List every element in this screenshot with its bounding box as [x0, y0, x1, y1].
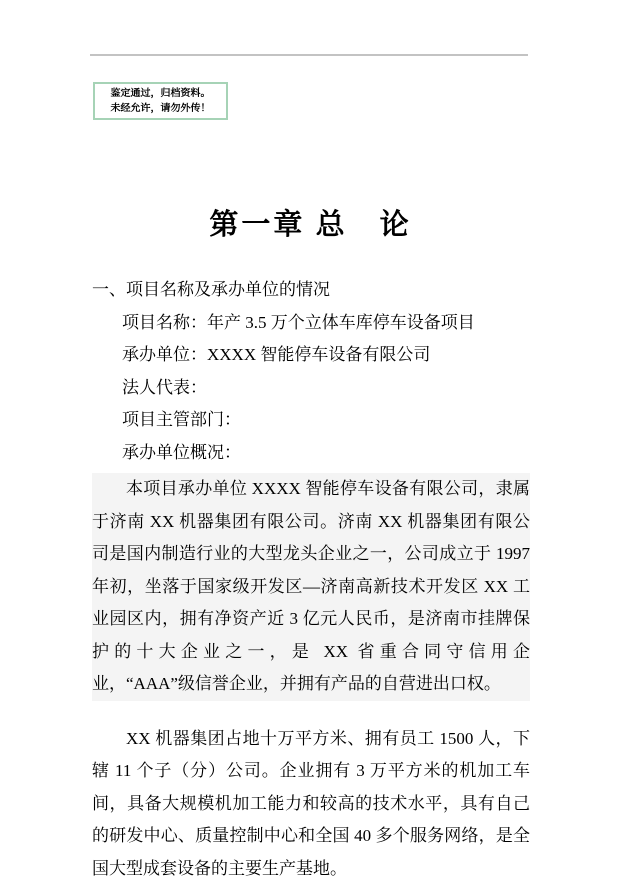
info-line-supervising-department: 项目主管部门： [92, 404, 530, 437]
info-line-unit-overview: 承办单位概况： [92, 437, 530, 470]
section-heading: 一、项目名称及承办单位的情况 [92, 274, 530, 307]
info-line-undertaking-unit: 承办单位：XXXX 智能停车设备有限公司 [92, 339, 530, 372]
paragraph-group-description: XX 机器集团占地十万平方米、拥有员工 1500 人，下辖 11 个子（分）公司。企业拥有 3 万平方米的机加工车间，具备大规模机加工能力和较高的技术水平，具有自己的研发中心、质量控制中心和全国 40 多个服务网络，是全国大型成套设备的主要生产基地。 [92, 723, 530, 885]
paragraph-company-overview: 本项目承办单位 XXXX 智能停车设备有限公司，隶属于济南 XX 机器集团有限公司。济南 XX 机器集团有限公司是国内制造行业的大型龙头企业之一，公司成立于 1997 年初，坐落于国家级开发区—济南高新技术开发区 XX 工业园区内，拥有净资产近 3 亿元人民币，是济南市挂牌保护的十大企业之一，是 XX 省重合同守信用企业，“AAA”级信誉企业，并拥有产品的自营进出口权。 [92, 473, 530, 701]
info-line-legal-representative: 法人代表： [92, 372, 530, 405]
chapter-title: 第一章 总 论 [0, 202, 621, 243]
top-horizontal-rule [90, 54, 528, 56]
watermark-line-1: 鉴定通过，归档资料。 [111, 87, 211, 99]
document-body [92, 274, 530, 885]
watermark-stamp-box [93, 82, 228, 120]
watermark-line-2: 未经允许，请勿外传！ [111, 102, 211, 114]
info-line-project-name: 项目名称：年产 3.5 万个立体车库停车设备项目 [92, 307, 530, 340]
